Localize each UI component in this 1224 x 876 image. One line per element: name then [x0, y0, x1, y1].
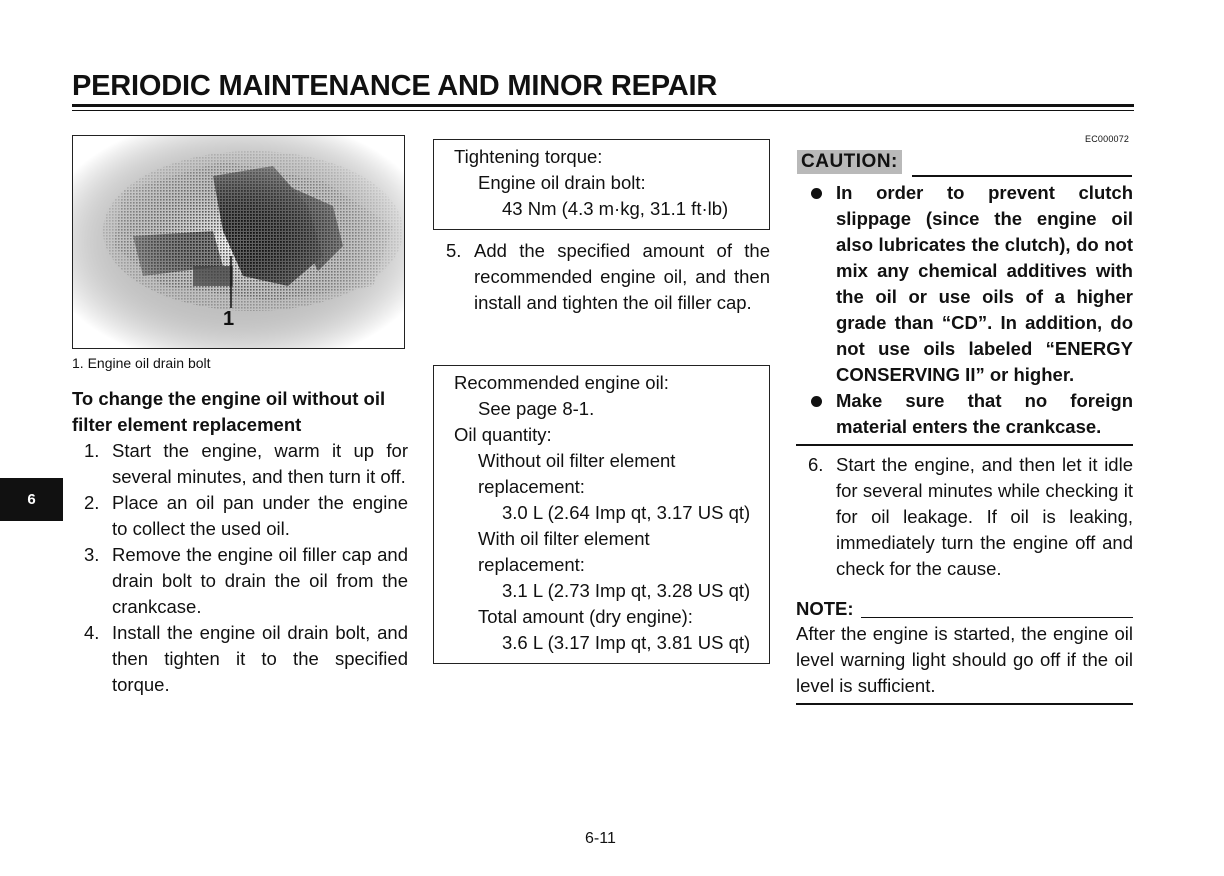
procedure-steps [84, 438, 408, 698]
total-amount-label: Total amount (dry engine): [478, 606, 693, 627]
section-heading-line2: filter element replacement [72, 414, 302, 435]
step-item [84, 542, 408, 620]
torque-item: Engine oil drain bolt: [478, 172, 646, 193]
step-number: 5. [446, 240, 462, 261]
with-filter-label-1: With oil filter element [478, 528, 650, 549]
engine-photo-illustration [73, 136, 404, 348]
step-6 [808, 452, 1133, 582]
step-item [84, 620, 408, 698]
oil-quantity-label: Oil quantity: [454, 424, 552, 445]
caution-item [809, 388, 1133, 440]
page-title: PERIODIC MAINTENANCE AND MINOR REPAIR [72, 70, 718, 102]
caution-item [809, 180, 1133, 388]
header-rule-thick [72, 104, 1134, 107]
step-text: Remove the engine oil filler cap and drain bolt to drain the oil from the crankcase. [112, 544, 408, 617]
without-filter-label-1: Without oil filter element [478, 450, 676, 471]
step-item [84, 438, 408, 490]
figure-caption: 1. Engine oil drain bolt [72, 355, 211, 371]
page-number: 6-11 [585, 830, 616, 847]
oil-spec-box [433, 365, 770, 664]
header-rule-thin [72, 110, 1134, 111]
engine-photo [72, 135, 405, 349]
step-item [808, 452, 1133, 582]
step-text: Start the engine, warm it up for several minutes, and then turn it off. [112, 440, 408, 487]
caution-label: CAUTION: [797, 150, 902, 174]
with-filter-value: 3.1 L (2.73 Imp qt, 3.28 US qt) [502, 580, 751, 601]
caution-list [809, 180, 1133, 440]
step-item [84, 490, 408, 542]
caution-item-text: Make sure that no foreign material enters the crankcase. [836, 390, 1133, 437]
section-heading-line1: To change the engine oil without oil [72, 388, 386, 409]
step-number: 4. [84, 622, 100, 643]
caution-rule [912, 175, 1132, 177]
without-filter-value: 3.0 L (2.64 Imp qt, 3.17 US qt) [502, 502, 751, 523]
note-text: After the engine is started, the engine oil level warning light should go off if the oil level is sufficient. [796, 623, 1133, 696]
caution-item-text: In order to prevent clutch slippage (since the engine oil also lubricates the clutch), do not mix any chemical additives with the oil or use oils of a higher grade than “CD”. In addition, do not use oils labeled “ENERGY CONSERVING II” or higher. [836, 182, 1133, 385]
step-5 [446, 238, 770, 316]
reference-code: EC000072 [1085, 134, 1130, 144]
step-text: Install the engine oil drain bolt, and then tighten it to the specified torque. [112, 622, 408, 695]
recommended-oil-label: Recommended engine oil: [454, 372, 669, 393]
bullet-icon [811, 396, 822, 407]
note-label: NOTE: [796, 598, 854, 619]
torque-label: Tightening torque: [454, 146, 603, 167]
step-number: 1. [84, 440, 100, 461]
section-heading [72, 386, 412, 438]
bullet-icon [811, 188, 822, 199]
step-item [446, 238, 770, 316]
without-filter-label-2: replacement: [478, 476, 585, 497]
note-rule [861, 617, 1133, 618]
step-number: 3. [84, 544, 100, 565]
recommended-oil-value: See page 8-1. [478, 398, 595, 419]
figure-callout-number: 1 [223, 308, 235, 330]
caution-bottom-rule [796, 444, 1133, 446]
step-number: 6. [808, 454, 824, 475]
chapter-tab: 6 [0, 478, 63, 521]
with-filter-label-2: replacement: [478, 554, 585, 575]
step-text: Start the engine, and then let it idle for several minutes while checking it for oil leakage. If oil is leaking, immediately turn the engine off and check for the cause. [836, 454, 1133, 579]
step-text: Add the specified amount of the recommended engine oil, and then install and tighten the oil filler cap. [474, 240, 770, 313]
step-text: Place an oil pan under the engine to collect the used oil. [112, 492, 408, 539]
torque-value: 43 Nm (4.3 m·kg, 31.1 ft·lb) [502, 198, 729, 219]
torque-spec-box [433, 139, 770, 230]
total-amount-value: 3.6 L (3.17 Imp qt, 3.81 US qt) [502, 632, 751, 653]
step-number: 2. [84, 492, 100, 513]
note-bottom-rule [796, 703, 1133, 705]
